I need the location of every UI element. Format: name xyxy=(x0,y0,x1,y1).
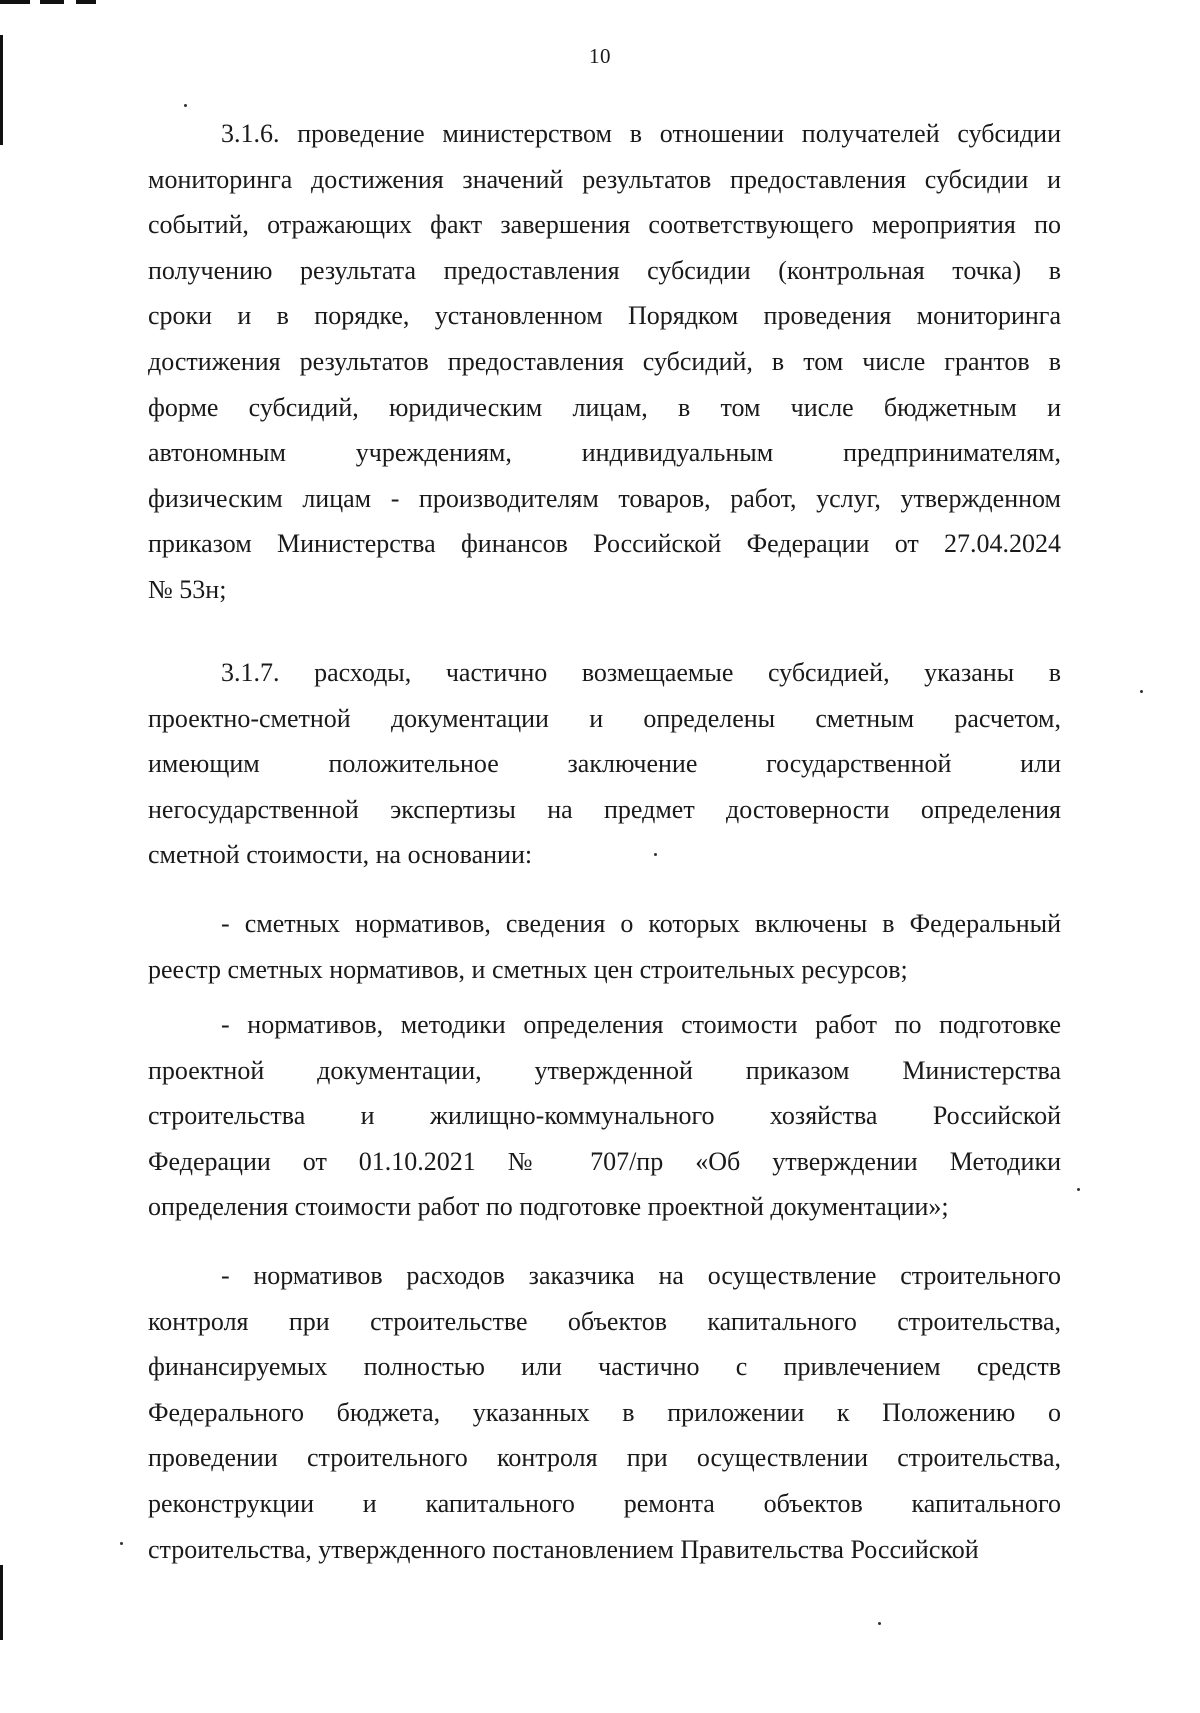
text-line: строительства, утвержденного постановлением Правительства Российской xyxy=(148,1534,979,1564)
text-line: достижения результатов предоставления субсидий, в том числе грантов в xyxy=(148,346,1061,376)
scan-speck xyxy=(1077,1188,1080,1191)
text-line: приказом Министерства финансов Российской Федерации от 27.04.2024 xyxy=(148,529,1061,559)
text-line: № 53н; xyxy=(148,574,227,604)
text-line: проектной документации, утвержденной приказом Министерства xyxy=(148,1055,1061,1085)
text-line: проектно-сметной документации и определены сметным расчетом, xyxy=(148,703,1061,733)
text-line: имеющим положительное заключение государственной или xyxy=(148,749,1061,779)
text-line: 3.1.6. проведение министерством в отношении получателей субсидии xyxy=(221,119,1061,148)
scan-edge-mark xyxy=(0,1565,3,1640)
text-line: Федерального бюджета, указанных в приложении к Положению о xyxy=(148,1397,1061,1427)
text-line: событий, отражающих факт завершения соответствующего мероприятия по xyxy=(148,210,1061,240)
text-line: форме субсидий, юридическим лицам, в том числе бюджетным и xyxy=(148,392,1061,422)
paragraph-construction-control-norms xyxy=(148,1253,1061,1572)
paragraph-3-1-7 xyxy=(148,650,1061,878)
text-line: строительства и жилищно-коммунального хозяйства Российской xyxy=(148,1101,1061,1131)
paragraph-3-1-6 xyxy=(148,111,1061,613)
text-line: сроки и в порядке, установленном Порядком проведения мониторинга xyxy=(148,301,1061,331)
paragraph-design-cost-methodology xyxy=(148,1002,1061,1230)
scan-edge-mark xyxy=(0,0,30,4)
text-line: автономным учреждениям, индивидуальным предпринимателям, xyxy=(148,438,1061,468)
page-number: 10 xyxy=(589,44,611,68)
text-line: сметной стоимости, на основании: xyxy=(148,840,533,870)
scan-speck xyxy=(184,104,187,107)
text-line: - сметных нормативов, сведения о которых включены в Федеральный xyxy=(221,909,1061,938)
text-line: определения стоимости работ по подготовке проектной документации»; xyxy=(148,1192,949,1222)
text-line: получению результата предоставления субсидии (контрольная точка) в xyxy=(148,255,1061,285)
scan-speck xyxy=(120,1542,123,1545)
text-line: контроля при строительстве объектов капитального строительства, xyxy=(148,1306,1061,1336)
scan-speck xyxy=(878,1622,881,1625)
text-line: - нормативов, методики определения стоимости работ по подготовке xyxy=(221,1010,1061,1039)
text-line: негосударственной экспертизы на предмет достоверности определения xyxy=(148,794,1061,824)
scan-edge-mark xyxy=(40,0,64,4)
scan-speck xyxy=(1140,690,1143,693)
paragraph-estimate-norms xyxy=(148,901,1061,992)
text-line: мониторинга достижения значений результатов предоставления субсидии и xyxy=(148,164,1061,194)
text-line: реестр сметных нормативов, и сметных цен строительных ресурсов; xyxy=(148,954,908,984)
text-line: физическим лицам - производителям товаров, работ, услуг, утвержденном xyxy=(148,483,1061,513)
text-line: - нормативов расходов заказчика на осуществление строительного xyxy=(221,1261,1061,1290)
text-line: реконструкции и капитального ремонта объектов капитального xyxy=(148,1488,1061,1518)
text-line: 3.1.7. расходы, частично возмещаемые субсидией, указаны в xyxy=(221,658,1061,687)
scan-edge-mark xyxy=(76,0,96,4)
text-line: финансируемых полностью или частично с привлечением средств xyxy=(148,1352,1061,1382)
text-line: Федерации от 01.10.2021 № 707/пр «Об утверждении Методики xyxy=(148,1146,1061,1176)
text-line: проведении строительного контроля при осуществлении строительства, xyxy=(148,1443,1061,1473)
